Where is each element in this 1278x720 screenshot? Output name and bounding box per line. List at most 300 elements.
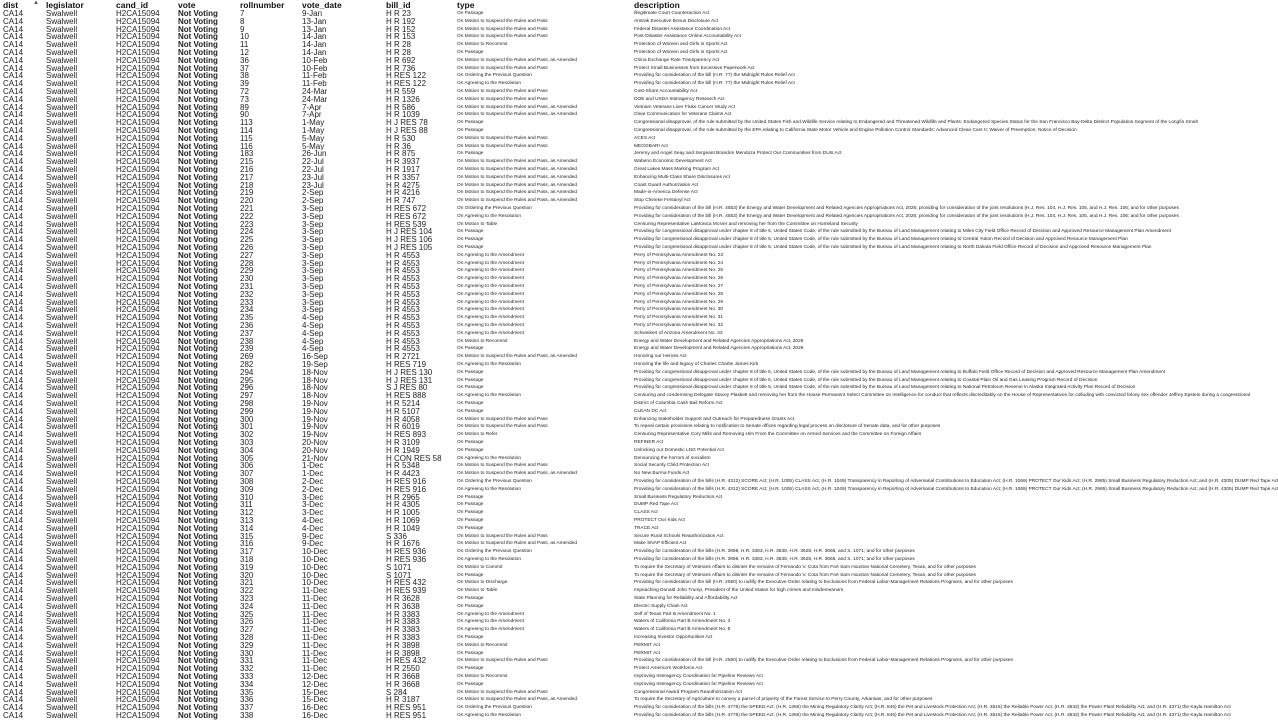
type-cell[interactable]: On Passage	[457, 502, 484, 508]
vote-cell[interactable]: Not Voting	[178, 625, 218, 635]
description-cell[interactable]: Providing for congressional disapproval under chapter 8 of title 5, United States Code, of the rule submitted by the Bureau of Land Management relating to Central Yukon Record of Decision and Approved Resource Management Plan	[634, 237, 1128, 243]
type-cell[interactable]: On Passage	[457, 596, 484, 601]
vote-cell[interactable]: Not Voting	[178, 508, 218, 518]
dist-cell[interactable]: CA14	[3, 656, 24, 666]
cand-id-cell[interactable]: H2CA15094	[116, 336, 160, 346]
cand-id-cell[interactable]: H2CA15094	[116, 399, 160, 408]
description-cell[interactable]: Enhancing Stakeholder Support and Outreach for Preparedness Grants Act	[634, 416, 794, 422]
vote-cell[interactable]: Not Voting	[178, 430, 218, 440]
description-cell[interactable]: Providing for congressional disapproval under chapter 8 of title 5, United States Code, of the rule submitted by the Bureau of Land Management relating to Miles City Field Office Record of Decision and Approved Resource Management Plan Amendment	[634, 229, 1171, 235]
legislator-cell[interactable]: Swalwell	[46, 469, 78, 479]
description-cell[interactable]: Congressional disapproval, of the rule submitted by the United States Fish and Wildlife Service relating to Endangered and Threatened Wildlife and Plants; Endangered Species Status for the San Francisco Bay-Delta Distinct Population Segment of the Longfin Smelt	[634, 120, 1198, 126]
col-header-description[interactable]: description	[634, 0, 680, 10]
sort-ascending-icon[interactable]: ▲	[33, 0, 39, 6]
legislator-cell[interactable]: Swalwell	[46, 87, 78, 96]
rollnumber-cell[interactable]: 327	[240, 625, 254, 635]
vote-cell[interactable]: Not Voting	[178, 375, 218, 385]
dist-cell[interactable]: CA14	[3, 695, 24, 705]
dist-cell[interactable]: CA14	[3, 48, 24, 57]
bill-id-cell[interactable]: H R 4553	[386, 336, 420, 346]
description-cell[interactable]: Congressional Award Program Reauthorization Act	[634, 689, 742, 695]
bill-id-cell[interactable]: H R 28	[386, 48, 411, 57]
bill-id-cell[interactable]: H R 530	[386, 133, 416, 143]
bill-id-cell[interactable]: H RES 916	[386, 477, 427, 486]
vote-cell[interactable]: Not Voting	[178, 172, 218, 182]
bill-id-cell[interactable]: H R 4275	[386, 180, 420, 190]
dist-cell[interactable]: CA14	[3, 313, 24, 323]
vote-date-cell[interactable]: 3-Sep	[302, 297, 324, 307]
rollnumber-cell[interactable]: 9	[240, 24, 245, 34]
cand-id-cell[interactable]: H2CA15094	[116, 469, 160, 479]
bill-id-cell[interactable]: H R 2965	[386, 492, 420, 502]
dist-cell[interactable]: CA14	[3, 484, 24, 494]
bill-id-cell[interactable]: S 284	[386, 687, 407, 697]
vote-date-cell[interactable]: 19-Sep	[302, 360, 328, 369]
bill-id-cell[interactable]: H RES 936	[386, 555, 427, 564]
description-cell[interactable]: Vietnam Veterans Liver Fluke Cancer Study Act	[634, 104, 735, 110]
cand-id-cell[interactable]: H2CA15094	[116, 617, 160, 627]
bill-id-cell[interactable]: H R 2550	[386, 664, 420, 674]
type-cell[interactable]: On Motion to Discharge	[457, 580, 508, 586]
rollnumber-cell[interactable]: 282	[240, 360, 254, 369]
dist-cell[interactable]: CA14	[3, 352, 24, 362]
vote-cell[interactable]: Not Voting	[178, 352, 218, 362]
cand-id-cell[interactable]: H2CA15094	[116, 516, 160, 525]
rollnumber-cell[interactable]: 326	[240, 617, 254, 627]
dist-cell[interactable]: CA14	[3, 188, 24, 198]
cand-id-cell[interactable]: H2CA15094	[116, 157, 160, 167]
type-cell[interactable]: On Agreeing to the Amendment	[457, 627, 524, 633]
vote-date-cell[interactable]: 3-Sep	[302, 250, 324, 260]
dist-cell[interactable]: CA14	[3, 539, 24, 549]
vote-date-cell[interactable]: 10-Dec	[302, 555, 328, 564]
vote-cell[interactable]: Not Voting	[178, 16, 218, 26]
dist-cell[interactable]: CA14	[3, 305, 24, 315]
bill-id-cell[interactable]: S 1071	[386, 570, 412, 580]
legislator-cell[interactable]: Swalwell	[46, 360, 78, 369]
dist-cell[interactable]: CA14	[3, 414, 24, 424]
legislator-cell[interactable]: Swalwell	[46, 204, 78, 213]
type-cell[interactable]: On Motion to Refer	[457, 432, 498, 438]
type-cell[interactable]: On Agreeing to the Amendment	[457, 260, 524, 266]
dist-cell[interactable]: CA14	[3, 40, 24, 50]
dist-cell[interactable]: CA14	[3, 235, 24, 245]
legislator-cell[interactable]: Swalwell	[46, 235, 78, 245]
vote-date-cell[interactable]: 1-Dec	[302, 469, 324, 479]
description-cell[interactable]: Make SNAP Efficient Act	[634, 541, 687, 547]
cand-id-cell[interactable]: H2CA15094	[116, 523, 160, 533]
rollnumber-cell[interactable]: 113	[240, 118, 253, 128]
type-cell[interactable]: On Ordering the Previous Question	[457, 206, 532, 211]
rollnumber-cell[interactable]: 216	[240, 165, 254, 174]
dist-cell[interactable]: CA14	[3, 399, 24, 408]
type-cell[interactable]: On Motion to Table	[457, 221, 498, 227]
rollnumber-cell[interactable]: 222	[240, 211, 254, 221]
rollnumber-cell[interactable]: 304	[240, 445, 254, 455]
col-header-type[interactable]: type	[457, 0, 475, 10]
description-cell[interactable]: DUMP Red Tape Act	[634, 502, 678, 508]
rollnumber-cell[interactable]: 218	[240, 180, 254, 190]
rollnumber-cell[interactable]: 294	[240, 367, 254, 377]
description-cell[interactable]: Energy and Water Development and Related Agencies Appropriations Act, 2026	[634, 346, 804, 352]
vote-date-cell[interactable]: 14-Jan	[302, 32, 327, 42]
legislator-cell[interactable]: Swalwell	[46, 438, 78, 447]
cand-id-cell[interactable]: H2CA15094	[116, 110, 160, 120]
type-cell[interactable]: On Passage	[457, 572, 484, 578]
legislator-cell[interactable]: Swalwell	[46, 328, 78, 338]
description-cell[interactable]: PROTECT Our Kids Act	[634, 518, 685, 523]
vote-date-cell[interactable]: 4-Sep	[302, 328, 324, 338]
description-cell[interactable]: Protect Small Businesses from Excessive Paperwork Act	[634, 65, 755, 71]
vote-cell[interactable]: Not Voting	[178, 500, 218, 510]
bill-id-cell[interactable]: H R 5107	[386, 406, 420, 416]
legislator-cell[interactable]: Swalwell	[46, 157, 78, 167]
vote-cell[interactable]: Not Voting	[178, 601, 218, 611]
vote-date-cell[interactable]: 9-Dec	[302, 531, 324, 541]
dist-cell[interactable]: CA14	[3, 523, 24, 533]
legislator-cell[interactable]: Swalwell	[46, 352, 78, 362]
dist-cell[interactable]: CA14	[3, 211, 24, 221]
dist-cell[interactable]: CA14	[3, 180, 24, 190]
rollnumber-cell[interactable]: 318	[240, 555, 254, 564]
description-cell[interactable]: To require the Secretary of Agriculture to convey a parcel of property of the Forest Service to Perry County, Arkansas, and for other purposes	[634, 697, 933, 703]
type-cell[interactable]: On Motion to Suspend the Rules and Pass, as Amended	[457, 471, 577, 477]
rollnumber-cell[interactable]: 10	[240, 32, 249, 42]
vote-cell[interactable]: Not Voting	[178, 406, 218, 416]
cand-id-cell[interactable]: H2CA15094	[116, 196, 160, 206]
rollnumber-cell[interactable]: 302	[240, 430, 254, 440]
description-cell[interactable]: Providing for consideration of the bills (H.R. 4312) SCORE Act; (H.R. 1005) CLASS Act; (H.R. 1049) Transparency in Reporting of Adversarial Contributions to Education Act; (H.R. 1069) PROTECT Our Kids Act; (H.R. 2965) Small Business Regulatory Reduction Act; and (H.R. 4305) DUMP Red Tape Act	[634, 486, 1278, 492]
dist-cell[interactable]: CA14	[3, 633, 24, 642]
bill-id-cell[interactable]: H R 28	[386, 40, 411, 50]
legislator-cell[interactable]: Swalwell	[46, 523, 78, 533]
rollnumber-cell[interactable]: 11	[240, 40, 249, 50]
bill-id-cell[interactable]: H R 747	[386, 196, 416, 206]
type-cell[interactable]: On Agreeing to the Amendment	[457, 284, 524, 289]
bill-id-cell[interactable]: H R 153	[386, 32, 416, 42]
legislator-cell[interactable]: Swalwell	[46, 336, 78, 346]
description-cell[interactable]: Denouncing the horrors of socialism	[634, 455, 711, 461]
bill-id-cell[interactable]: H R 4553	[386, 289, 420, 299]
cand-id-cell[interactable]: H2CA15094	[116, 63, 160, 73]
description-cell[interactable]: Censuring Representative LaMonica McIver and removing her from the Committee on Homeland Security	[634, 221, 858, 227]
bill-id-cell[interactable]: H R 3638	[386, 601, 420, 611]
dist-cell[interactable]: CA14	[3, 664, 24, 674]
vote-date-cell[interactable]: 4-Dec	[302, 523, 324, 533]
legislator-cell[interactable]: Swalwell	[46, 399, 78, 408]
rollnumber-cell[interactable]: 227	[240, 250, 254, 260]
type-cell[interactable]: On Agreeing to the Amendment	[457, 619, 524, 625]
vote-date-cell[interactable]: 11-Feb	[302, 79, 327, 89]
rollnumber-cell[interactable]: 233	[240, 297, 254, 307]
cand-id-cell[interactable]: H2CA15094	[116, 531, 160, 541]
vote-cell[interactable]: Not Voting	[178, 188, 218, 198]
legislator-cell[interactable]: Swalwell	[46, 149, 78, 159]
legislator-cell[interactable]: Swalwell	[46, 133, 78, 143]
bill-id-cell[interactable]: H R 3898	[386, 640, 420, 650]
vote-date-cell[interactable]: 3-Sep	[302, 227, 324, 237]
description-cell[interactable]: Unlocking our Domestic LNG Potential Act	[634, 447, 724, 453]
type-cell[interactable]: On Ordering the Previous Question	[457, 479, 532, 484]
cand-id-cell[interactable]: H2CA15094	[116, 211, 160, 221]
cand-id-cell[interactable]: H2CA15094	[116, 352, 160, 362]
type-cell[interactable]: On Motion to Recommit	[457, 338, 508, 344]
type-cell[interactable]: On Motion to Suspend the Rules and Pass	[457, 463, 548, 469]
vote-cell[interactable]: Not Voting	[178, 453, 218, 463]
rollnumber-cell[interactable]: 229	[240, 266, 254, 276]
vote-cell[interactable]: Not Voting	[178, 648, 218, 658]
type-cell[interactable]: On Motion to Suspend the Rules and Pass, as Amended	[457, 541, 577, 547]
dist-cell[interactable]: CA14	[3, 625, 24, 635]
vote-date-cell[interactable]: 9-Dec	[302, 539, 324, 549]
cand-id-cell[interactable]: H2CA15094	[116, 687, 160, 697]
type-cell[interactable]: On Passage	[457, 518, 484, 523]
legislator-cell[interactable]: Swalwell	[46, 406, 78, 416]
description-cell[interactable]: Illegitimate Court Counteraction Act	[634, 11, 710, 16]
cand-id-cell[interactable]: H2CA15094	[116, 94, 160, 104]
dist-cell[interactable]: CA14	[3, 102, 24, 112]
dist-cell[interactable]: CA14	[3, 438, 24, 447]
cand-id-cell[interactable]: H2CA15094	[116, 406, 160, 416]
cand-id-cell[interactable]: H2CA15094	[116, 165, 160, 174]
dist-cell[interactable]: CA14	[3, 63, 24, 73]
vote-date-cell[interactable]: 4-Sep	[302, 313, 324, 323]
rollnumber-cell[interactable]: 73	[240, 94, 249, 104]
bill-id-cell[interactable]: H R 4553	[386, 344, 420, 354]
cand-id-cell[interactable]: H2CA15094	[116, 609, 160, 619]
legislator-cell[interactable]: Swalwell	[46, 274, 78, 284]
cand-id-cell[interactable]: H2CA15094	[116, 71, 160, 81]
vote-cell[interactable]: Not Voting	[178, 141, 218, 151]
rollnumber-cell[interactable]: 312	[240, 508, 254, 518]
vote-date-cell[interactable]: 22-Jul	[302, 157, 324, 167]
cand-id-cell[interactable]: H2CA15094	[116, 695, 160, 705]
rollnumber-cell[interactable]: 332	[240, 664, 254, 674]
dist-cell[interactable]: CA14	[3, 219, 24, 229]
rollnumber-cell[interactable]: 313	[240, 516, 254, 525]
dist-cell[interactable]: CA14	[3, 516, 24, 525]
vote-date-cell[interactable]: 19-Nov	[302, 430, 328, 440]
description-cell[interactable]: Clear Communication for Veterans Claims Act	[634, 112, 732, 118]
vote-cell[interactable]: Not Voting	[178, 196, 218, 206]
legislator-cell[interactable]: Swalwell	[46, 297, 78, 307]
description-cell[interactable]: To require the Secretary of Veterans Affairs to disinter the remains of Fernando V. Cota from Fort Sam Houston National Cemetery, Texas, and for other purposes	[634, 564, 976, 570]
vote-cell[interactable]: Not Voting	[178, 492, 218, 502]
rollnumber-cell[interactable]: 90	[240, 110, 249, 120]
description-cell[interactable]: Energy and Water Development and Related Agencies Appropriations Act, 2026	[634, 338, 804, 344]
cand-id-cell[interactable]: H2CA15094	[116, 586, 160, 596]
vote-cell[interactable]: Not Voting	[178, 523, 218, 533]
description-cell[interactable]: REFINER Act	[634, 440, 664, 445]
cand-id-cell[interactable]: H2CA15094	[116, 414, 160, 424]
type-cell[interactable]: On Passage	[457, 603, 484, 609]
description-cell[interactable]: Self of Texas Part B Amendment No. 1	[634, 611, 716, 617]
type-cell[interactable]: On Agreeing to the Amendment	[457, 315, 524, 321]
vote-cell[interactable]: Not Voting	[178, 609, 218, 619]
vote-cell[interactable]: Not Voting	[178, 289, 218, 299]
cand-id-cell[interactable]: H2CA15094	[116, 24, 160, 34]
rollnumber-cell[interactable]: 231	[240, 282, 254, 291]
cand-id-cell[interactable]: H2CA15094	[116, 328, 160, 338]
dist-cell[interactable]: CA14	[3, 344, 24, 354]
rollnumber-cell[interactable]: 338	[240, 711, 254, 720]
vote-cell[interactable]: Not Voting	[178, 360, 218, 369]
vote-cell[interactable]: Not Voting	[178, 586, 218, 596]
legislator-cell[interactable]: Swalwell	[46, 492, 78, 502]
cand-id-cell[interactable]: H2CA15094	[116, 383, 160, 393]
legislator-cell[interactable]: Swalwell	[46, 672, 78, 681]
description-cell[interactable]: Coast Guard Authorization Act	[634, 182, 699, 188]
type-cell[interactable]: On Passage	[457, 377, 484, 383]
description-cell[interactable]: Censuring and condemning Delegate Stacey Plaskett and removing her from the House Permanent Select Committee on Intelligence for conduct that reflects discreditably on the House of Representatives for colluding with convicted felony sex offender Jeffrey Epstein during a congressional	[634, 393, 1251, 399]
type-cell[interactable]: On Motion to Suspend the Rules and Pass, as Amended	[457, 182, 577, 188]
dist-cell[interactable]: CA14	[3, 165, 24, 174]
rollnumber-cell[interactable]: 295	[240, 375, 254, 385]
dist-cell[interactable]: CA14	[3, 391, 24, 401]
bill-id-cell[interactable]: H R 3383	[386, 625, 420, 635]
cand-id-cell[interactable]: H2CA15094	[116, 539, 160, 549]
rollnumber-cell[interactable]: 234	[240, 305, 254, 315]
legislator-cell[interactable]: Swalwell	[46, 679, 78, 689]
description-cell[interactable]: Improving Interagency Coordination for Pipeline Reviews Act	[634, 681, 763, 687]
vote-date-cell[interactable]: 2-Sep	[302, 188, 324, 198]
type-cell[interactable]: On Passage	[457, 494, 484, 500]
legislator-cell[interactable]: Swalwell	[46, 9, 78, 18]
vote-cell[interactable]: Not Voting	[178, 633, 218, 642]
cand-id-cell[interactable]: H2CA15094	[116, 570, 160, 580]
dist-cell[interactable]: CA14	[3, 547, 24, 557]
type-cell[interactable]: On Passage	[457, 440, 484, 445]
bill-id-cell[interactable]: H RES 916	[386, 484, 427, 494]
cand-id-cell[interactable]: H2CA15094	[116, 219, 160, 229]
rollnumber-cell[interactable]: 333	[240, 672, 254, 681]
vote-date-cell[interactable]: 11-Dec	[302, 640, 328, 650]
description-cell[interactable]: Waters of California Part B Amendment No. 5	[634, 627, 731, 633]
description-cell[interactable]: Perry of Pennsylvania Amendment No. 29	[634, 299, 724, 305]
description-cell[interactable]: Protection of Women and Girls in Sports Act	[634, 50, 728, 55]
vote-cell[interactable]: Not Voting	[178, 165, 218, 174]
type-cell[interactable]: On Motion to Suspend the Rules and Pass	[457, 689, 548, 695]
legislator-cell[interactable]: Swalwell	[46, 102, 78, 112]
vote-date-cell[interactable]: 3-Dec	[302, 500, 324, 510]
type-cell[interactable]: On Motion to Suspend the Rules and Pass	[457, 135, 548, 141]
dist-cell[interactable]: CA14	[3, 406, 24, 416]
bill-id-cell[interactable]: H R 692	[386, 55, 416, 65]
type-cell[interactable]: On Passage	[457, 128, 484, 133]
description-cell[interactable]: Honoring our Heroes Act	[634, 354, 687, 360]
vote-cell[interactable]: Not Voting	[178, 391, 218, 401]
legislator-cell[interactable]: Swalwell	[46, 110, 78, 120]
dist-cell[interactable]: CA14	[3, 282, 24, 291]
cand-id-cell[interactable]: H2CA15094	[116, 172, 160, 182]
type-cell[interactable]: On Motion to Suspend the Rules and Pass	[457, 96, 548, 102]
rollnumber-cell[interactable]: 308	[240, 477, 254, 486]
rollnumber-cell[interactable]: 297	[240, 391, 254, 401]
bill-id-cell[interactable]: H R 3668	[386, 679, 420, 689]
dist-cell[interactable]: CA14	[3, 250, 24, 260]
dist-cell[interactable]: CA14	[3, 711, 24, 720]
table-row[interactable]	[0, 711, 1231, 720]
vote-cell[interactable]: Not Voting	[178, 133, 218, 143]
bill-id-cell[interactable]: H R 1676	[386, 539, 420, 549]
legislator-cell[interactable]: Swalwell	[46, 640, 78, 650]
rollnumber-cell[interactable]: 116	[240, 141, 253, 151]
description-cell[interactable]: Censuring Representative Cory Mills and Removing Him From the Committee on Armed Services and the Committee on Foreign Affairs	[634, 432, 922, 438]
legislator-cell[interactable]: Swalwell	[46, 55, 78, 65]
bill-id-cell[interactable]: H R 4553	[386, 258, 420, 268]
type-cell[interactable]: On Agreeing to the Resolution	[457, 81, 522, 87]
vote-date-cell[interactable]: 3-Dec	[302, 492, 324, 502]
description-cell[interactable]: Protection of Women and Girls in Sports Act	[634, 42, 728, 48]
legislator-cell[interactable]: Swalwell	[46, 703, 78, 713]
bill-id-cell[interactable]: H R 1949	[386, 445, 420, 455]
vote-date-cell[interactable]: 19-Nov	[302, 414, 328, 424]
cand-id-cell[interactable]: H2CA15094	[116, 149, 160, 159]
type-cell[interactable]: On Agreeing to the Resolution	[457, 557, 522, 562]
type-cell[interactable]: On Passage	[457, 50, 484, 55]
description-cell[interactable]: Providing for consideration of the bills (H.R. 3898, H.R. 3383, H.R. 3638, H.R. 3628, H.R. 3668, and S. 1071; and for other purposes	[634, 557, 915, 562]
description-cell[interactable]: Post-Disaster Assistance Online Accountability Act	[634, 34, 741, 40]
dist-cell[interactable]: CA14	[3, 258, 24, 268]
bill-id-cell[interactable]: H R 3628	[386, 594, 420, 603]
rollnumber-cell[interactable]: 236	[240, 321, 254, 330]
vote-cell[interactable]: Not Voting	[178, 32, 218, 42]
rollnumber-cell[interactable]: 7	[240, 9, 245, 18]
bill-id-cell[interactable]: H R 6019	[386, 422, 420, 432]
legislator-cell[interactable]: Swalwell	[46, 656, 78, 666]
bill-id-cell[interactable]: H RES 888	[386, 391, 427, 401]
vote-date-cell[interactable]: 3-Sep	[302, 289, 324, 299]
vote-cell[interactable]: Not Voting	[178, 445, 218, 455]
legislator-cell[interactable]: Swalwell	[46, 211, 78, 221]
type-cell[interactable]: On Motion to Recommit	[457, 42, 508, 48]
legislator-cell[interactable]: Swalwell	[46, 367, 78, 377]
cand-id-cell[interactable]: H2CA15094	[116, 133, 160, 143]
rollnumber-cell[interactable]: 315	[240, 531, 254, 541]
cand-id-cell[interactable]: H2CA15094	[116, 305, 160, 315]
col-header-dist[interactable]: dist	[3, 0, 19, 10]
vote-cell[interactable]: Not Voting	[178, 367, 218, 377]
vote-date-cell[interactable]: 3-Sep	[302, 219, 324, 229]
type-cell[interactable]: On Motion to Suspend the Rules and Pass, as Amended	[457, 198, 577, 204]
description-cell[interactable]: Perry of Pennsylvania Amendment No. 28	[634, 291, 724, 297]
dist-cell[interactable]: CA14	[3, 594, 24, 603]
vote-cell[interactable]: Not Voting	[178, 282, 218, 291]
rollnumber-cell[interactable]: 331	[240, 656, 254, 666]
cand-id-cell[interactable]: H2CA15094	[116, 87, 160, 96]
vote-cell[interactable]: Not Voting	[178, 344, 218, 354]
vote-date-cell[interactable]: 11-Dec	[302, 656, 328, 666]
type-cell[interactable]: On Motion to Suspend the Rules and Pass	[457, 89, 548, 94]
bill-id-cell[interactable]: H RES 939	[386, 586, 427, 596]
rollnumber-cell[interactable]: 299	[240, 406, 254, 416]
legislator-cell[interactable]: Swalwell	[46, 94, 78, 104]
rollnumber-cell[interactable]: 228	[240, 258, 254, 268]
legislator-cell[interactable]: Swalwell	[46, 305, 78, 315]
cand-id-cell[interactable]: H2CA15094	[116, 40, 160, 50]
cand-id-cell[interactable]: H2CA15094	[116, 656, 160, 666]
bill-id-cell[interactable]: H R 1005	[386, 508, 420, 518]
cand-id-cell[interactable]: H2CA15094	[116, 547, 160, 557]
vote-date-cell[interactable]: 3-Sep	[302, 258, 324, 268]
vote-date-cell[interactable]: 3-Sep	[302, 235, 324, 245]
rollnumber-cell[interactable]: 72	[240, 87, 249, 96]
col-header-vote-date[interactable]: vote_date	[302, 0, 342, 10]
rollnumber-cell[interactable]: 322	[240, 586, 254, 596]
rollnumber-cell[interactable]: 301	[240, 422, 254, 432]
cand-id-cell[interactable]: H2CA15094	[116, 672, 160, 681]
legislator-cell[interactable]: Swalwell	[46, 570, 78, 580]
